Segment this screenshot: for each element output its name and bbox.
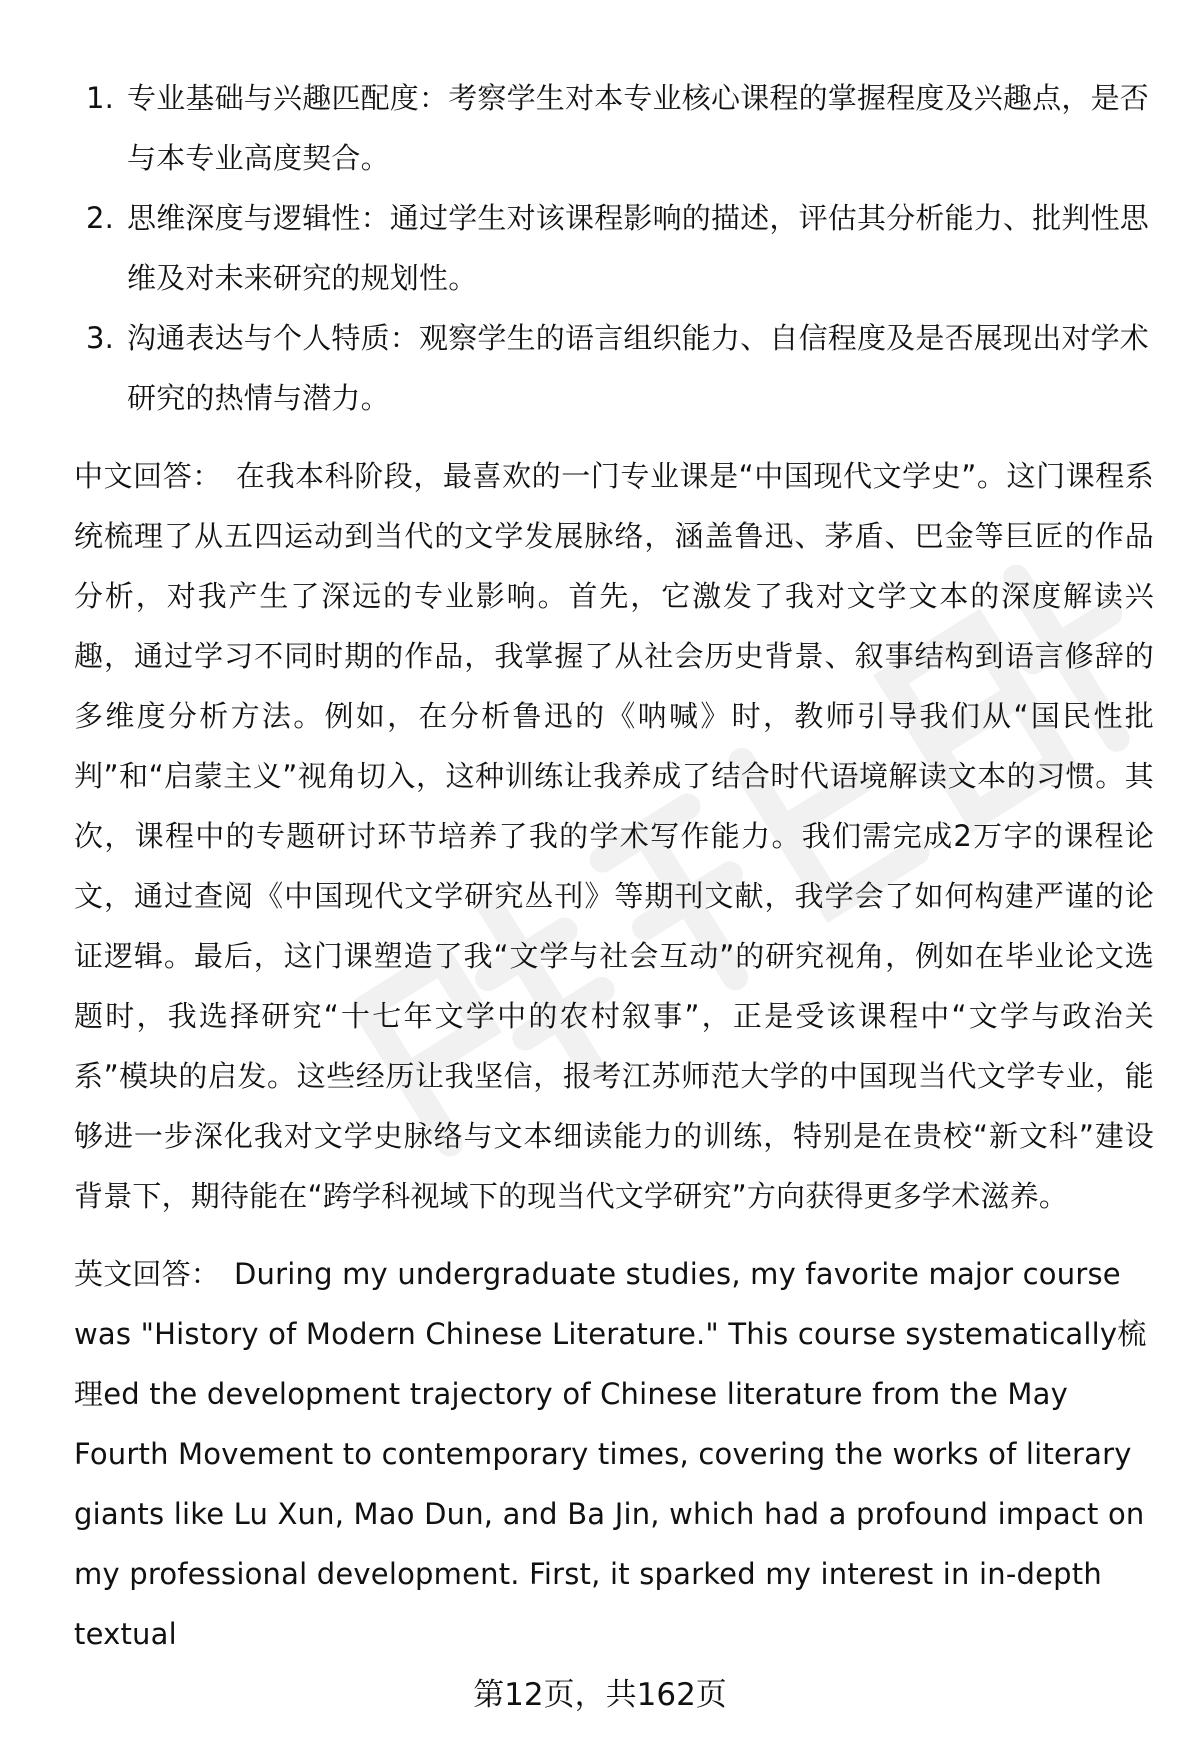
chinese-answer-paragraph xyxy=(74,446,1154,1226)
main-content xyxy=(74,68,1154,1664)
criteria-number: 1. xyxy=(86,81,115,115)
criteria-number: 2. xyxy=(86,201,115,235)
criteria-text: 沟通表达与个人特质：观察学生的语言组织能力、自信程度及是否展现出对学术研究的热情与潜力。 xyxy=(127,321,1150,415)
english-answer-text: During my undergraduate studies, my favorite major course was "History of Modern Chinese Literature." This course systematically梳理ed the development trajectory of Chinese literature from the May Fourth Movement to contemporary times, covering the works of literary giants like Lu Xun, Mao Dun, and Ba Jin, which had a profound impact on my professional development. First, it sparked my interest in in-depth textual xyxy=(74,1257,1147,1651)
criteria-text: 专业基础与兴趣匹配度：考察学生对本专业核心课程的掌握程度及兴趣点，是否与本专业高度契合。 xyxy=(127,81,1150,175)
criteria-item xyxy=(74,188,1154,308)
criteria-number: 3. xyxy=(86,321,115,355)
evaluation-criteria-list xyxy=(74,68,1154,428)
chinese-answer-text: 在我本科阶段，最喜欢的一门专业课是“中国现代文学史”。这门课程系统梳理了从五四运动到当代的文学发展脉络，涵盖鲁迅、茅盾、巴金等巨匠的作品分析，对我产生了深远的专业影响。首先，它激发了我对文学文本的深度解读兴趣，通过学习不同时期的作品，我掌握了从社会历史背景、叙事结构到语言修辞的多维度分析方法。例如，在分析鲁迅的《呐喊》时，教师引导我们从“国民性批判”和“启蒙主义”视角切入，这种训练让我养成了结合时代语境解读文本的习惯。其次，课程中的专题研讨环节培养了我的学术写作能力。我们需完成2万字的课程论文，通过查阅《中国现代文学研究丛刊》等期刊文献，我学会了如何构建严谨的论证逻辑。最后，这门课塑造了我“文学与社会互动”的研究视角，例如在毕业论文选题时，我选择研究“十七年文学中的农村叙事”，正是受该课程中“文学与政治关系”模块的启发。这些经历让我坚信，报考江苏师范大学的中国现当代文学专业，能够进一步深化我对文学史脉络与文本细读能力的训练，特别是在贵校“新文科”建设背景下，期待能在“跨学科视域下的现当代文学研究”方向获得更多学术滋养。 xyxy=(74,459,1154,1213)
criteria-item xyxy=(74,68,1154,188)
english-answer-label: 英文回答： xyxy=(74,1257,221,1291)
criteria-item xyxy=(74,308,1154,428)
english-answer-paragraph xyxy=(74,1244,1154,1664)
page-number-footer: 第12页，共162页 xyxy=(473,1677,727,1713)
chinese-answer-label: 中文回答： xyxy=(74,459,222,493)
criteria-text: 思维深度与逻辑性：通过学生对该课程影响的描述，评估其分析能力、批判性思维及对未来研究的规划性。 xyxy=(127,201,1150,295)
